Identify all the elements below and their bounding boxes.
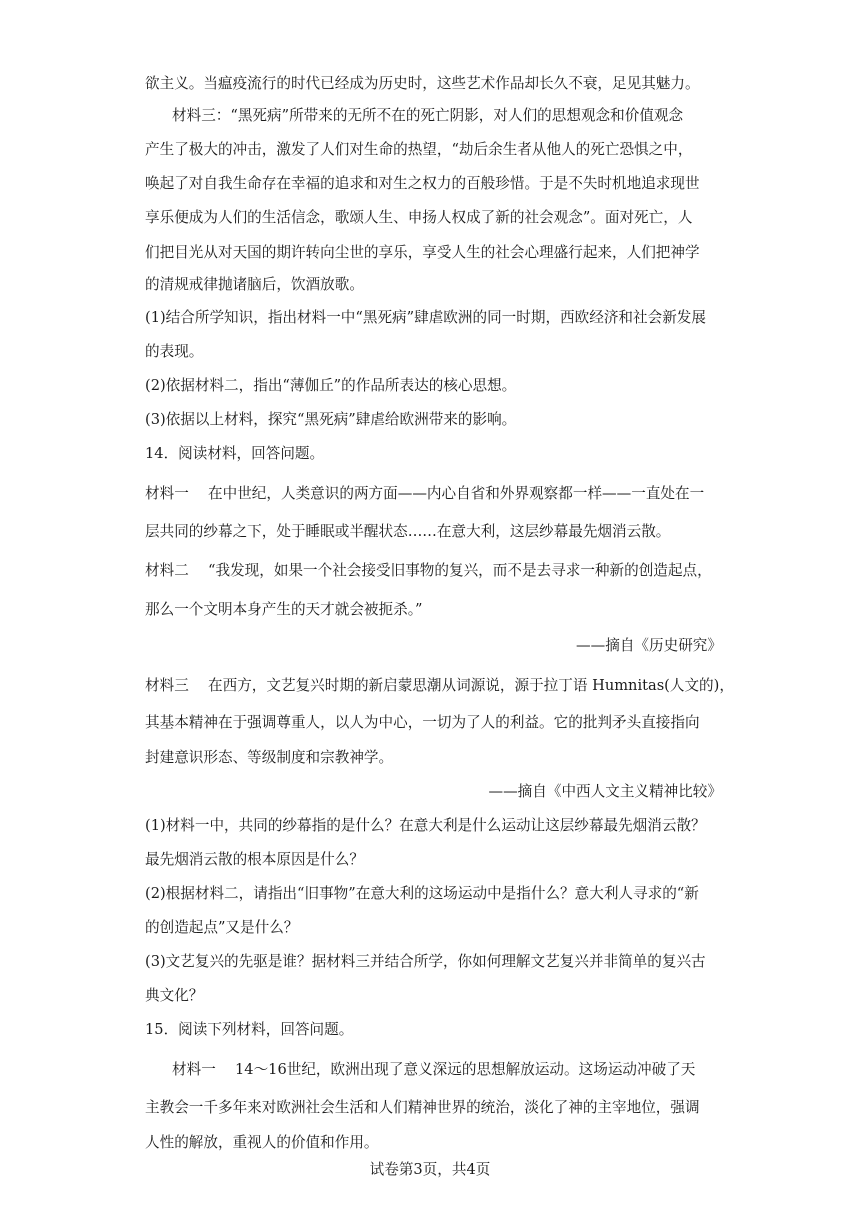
text-line: 享乐便成为人们的生活信念，歌颂人生、申扬人权成了新的社会观念”。面对死亡，人 <box>145 209 693 226</box>
text-line: 主教会一千多年来对欧洲社会生活和人们精神世界的统治，淡化了神的主宰地位，强调 <box>145 1099 700 1116</box>
question-line: 的创造起点”又是什么？ <box>145 919 299 936</box>
source-citation: ——摘自《中西人文主义精神比较》 <box>488 783 722 800</box>
text-line: 其基本精神在于强调尊重人，以人为中心，一切为了人的利益。它的批判矛头直接指向 <box>145 714 700 731</box>
question-heading: 15．阅读下列材料，回答问题。 <box>145 1021 354 1038</box>
text-line: 那么一个文明本身产生的天才就会被扼杀。” <box>145 601 423 618</box>
text-line: 欲主义。当瘟疫流行的时代已经成为历史时，这些艺术作品却长久不衰，足见其魅力。 <box>145 75 700 92</box>
question-line: (2)根据材料二，请指出“旧事物”在意大利的这场运动中是指什么？意大利人寻求的“新 <box>145 885 699 902</box>
question-heading: 14．阅读材料，回答问题。 <box>145 445 325 462</box>
page-footer: 试卷第3页，共4页 <box>369 1161 491 1178</box>
text-line: 材料三 在西方，文艺复兴时期的新启蒙思潮从词源说，源于拉丁语 Humnitas(人文的)， <box>145 677 734 694</box>
text-line: 材料一 14～16世纪，欧洲出现了意义深远的思想解放运动。这场运动冲破了天 <box>172 1061 696 1078</box>
text-line: 们把目光从对天国的期许转向尘世的享乐，享受人生的社会心理盛行起来，人们把神学 <box>145 244 700 261</box>
question-line: (3)依据以上材料，探究“黑死病”肆虐给欧洲带来的影响。 <box>145 411 517 428</box>
question-line: 的表现。 <box>145 343 204 360</box>
text-line: 材料二 “我发现，如果一个社会接受旧事物的复兴，而不是去寻求一种新的创造起点， <box>145 562 712 579</box>
text-line: 材料三：“黑死病”所带来的无所不在的死亡阴影，对人们的思想观念和价值观念 <box>172 107 684 124</box>
text-line: 的清规戒律抛诸脑后，饮酒放歌。 <box>145 276 364 293</box>
question-line: (2)依据材料二，指出“薄伽丘”的作品所表达的核心思想。 <box>145 377 517 394</box>
question-line: 典文化？ <box>145 987 204 1004</box>
source-citation: ——摘自《历史研究》 <box>576 637 722 654</box>
text-line: 人性的解放，重视人的价值和作用。 <box>145 1134 379 1151</box>
text-line: 封建意识形态、等级制度和宗教神学。 <box>145 749 394 766</box>
question-line: 最先烟消云散的根本原因是什么？ <box>145 851 364 868</box>
question-line: (3)文艺复兴的先驱是谁？据材料三并结合所学，你如何理解文艺复兴并非简单的复兴古 <box>145 953 706 970</box>
question-line: (1)材料一中，共同的纱幕指的是什么？在意大利是什么运动让这层纱幕最先烟消云散？ <box>145 817 706 834</box>
question-line: (1)结合所学知识，指出材料一中“黑死病”肆虐欧洲的同一时期，西欧经济和社会新发展 <box>145 309 706 326</box>
text-line: 层共同的纱幕之下，处于睡眠或半醒状态……在意大利，这层纱幕最先烟消云散。 <box>145 523 671 540</box>
text-line: 产生了极大的冲击，激发了人们对生命的热望，“劫后余生者从他人的死亡恐惧之中， <box>145 141 693 158</box>
text-line: 材料一 在中世纪，人类意识的两方面——内心自省和外界观察都一样——一直处在一 <box>145 485 705 502</box>
text-line: 唤起了对自我生命存在幸福的追求和对生之权力的百般珍惜。于是不失时机地追求现世 <box>145 175 700 192</box>
